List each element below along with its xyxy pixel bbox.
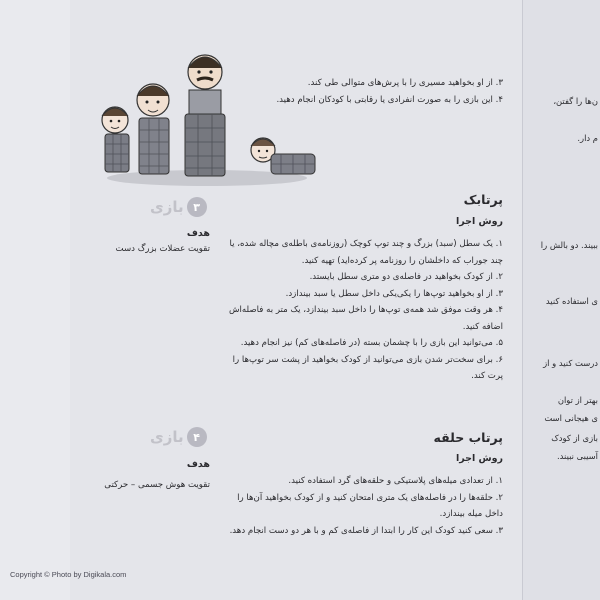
girl-figure [102, 107, 129, 172]
game-3-method-label: روش اجرا [455, 216, 503, 227]
family-sack-race-illustration [95, 50, 320, 190]
game-4-method-label: روش اجرا [455, 453, 503, 464]
right-fragment: آسیبی نبیند. [556, 451, 598, 461]
game-4-word: بازی [150, 428, 184, 446]
mother-figure [251, 138, 315, 174]
right-fragment: م دار. [577, 133, 598, 143]
step-item: ۳. سعی کنید کودک این کار را ابتدا از فاصله‌ی کم و با هر دو دست انجام دهد. [229, 525, 503, 536]
list-item: ۴. این بازی را به صورت انفرادی یا رقابتی با کودکان انجام دهید. [276, 94, 503, 105]
right-fragment: ن‌ها را گفتن، [553, 96, 598, 106]
game-4-goal-text: تقویت هوش جسمی – حرکتی [104, 480, 210, 490]
game-4-steps [225, 473, 503, 539]
game-4-number: ۴ [187, 427, 207, 447]
right-fragment: ی هیجانی است [544, 413, 598, 423]
right-fragment: بازی از کودک [551, 433, 598, 443]
game-3-goal-label: هدف [186, 228, 210, 239]
step-item: ۴. هر وقت موفق شد همه‌ی توپ‌ها را داخل سبد بیندازد، یک متر به فاصله‌اش اضافه کنید. [229, 305, 503, 332]
step-item: ۲. حلقه‌ها را در فاصله‌های یک متری امتحان کنید و از کودک بخواهید آن‌ها را داخل میله بیندازد. [237, 492, 503, 519]
step-item: ۱. از تعدادی میله‌های پلاستیکی و حلقه‌های گرد استفاده کنید. [288, 476, 503, 486]
game-3-badge [150, 197, 207, 217]
game-4-title: پرتاب حلقه [433, 430, 503, 445]
game-4-badge [150, 427, 207, 447]
top-list [245, 75, 503, 108]
step-item: ۲. از کودک بخواهید در فاصله‌ی دو متری سطل بایستد. [309, 272, 503, 282]
boy-figure [137, 84, 169, 174]
game-3-word: بازی [150, 198, 184, 216]
game-3-number: ۳ [187, 197, 207, 217]
father-figure [185, 55, 225, 176]
step-item: ۱. یک سطل (سبد) بزرگ و چند توپ کوچک (روزنامه‌ی باطله‌ی مچاله شده، یا چند جوراب که داخلشان را روزنامه پر کرده‌اید) تهیه کنید. [229, 239, 503, 266]
game-4-goal-label: هدف [186, 459, 210, 470]
right-fragment: درست کنید و از [543, 358, 598, 368]
right-fragment: بهتر از توان [557, 395, 598, 405]
game-3-goal-text: تقویت عضلات بزرگ دست [115, 244, 210, 254]
game-3-title: پرتابک [463, 192, 503, 207]
right-fragment: ببیند. دو بالش را [540, 240, 598, 250]
copyright-footer: Copyright © Photo by Digikala.com [10, 570, 127, 579]
step-item: ۳. از او بخواهید توپ‌ها را یکی‌یکی داخل سطل یا سبد بیندازد. [285, 288, 503, 299]
right-fragment: ی استفاده کنید [545, 296, 598, 306]
list-item: ۳. از او بخواهید مسیری را با پرش‌های متوالی طی کند. [307, 78, 503, 88]
step-item: ۶. برای سخت‌تر شدن بازی می‌توانید از کودک بخواهید از پشت سر توپ‌ها را پرت کند. [232, 354, 503, 381]
step-item: ۵. می‌توانید این بازی را با چشمان بسته (در فاصله‌های کم) نیز انجام دهید. [240, 338, 503, 348]
game-3-steps [225, 236, 503, 385]
